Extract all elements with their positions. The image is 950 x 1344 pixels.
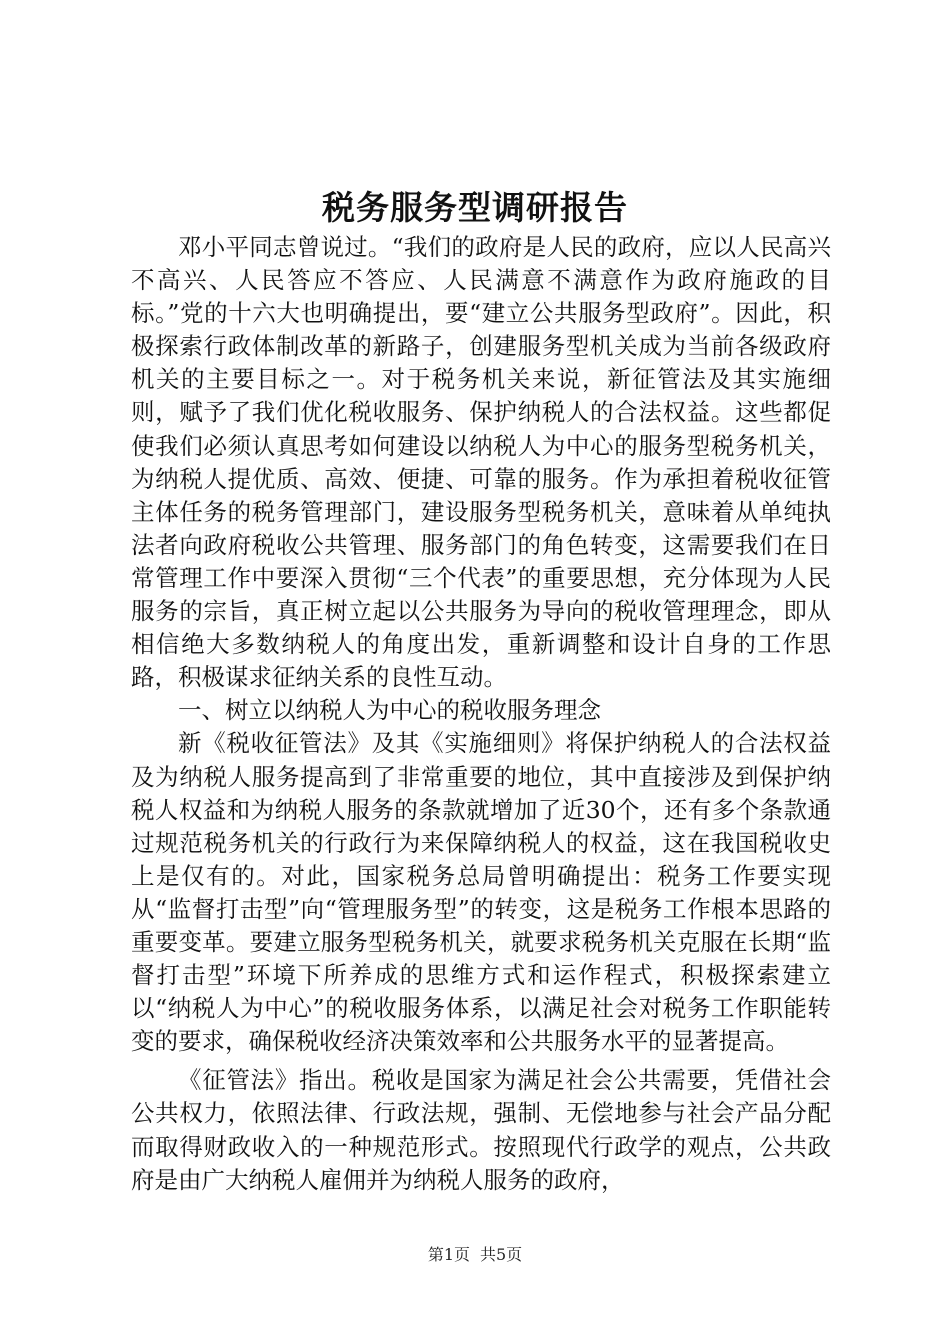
page-footer: [0, 1244, 950, 1266]
paragraph-tax-definition: 《征管法》指出。税收是国家为满足社会公共需要，凭借社会公共权力，依照法律、行政法规，强制、无偿地参与社会产品分配而取得财政收入的一种规范形式。按照现代行政学的观点，公共政府是由广大纳税人雇佣并为纳税人服务的政府，: [131, 1066, 831, 1194]
paragraph-intro: 邓小平同志曾说过。“我们的政府是人民的政府，应以人民高兴不高兴、人民答应不答应、人民满意不满意作为政府施政的目标。”党的十六大也明确提出，要“建立公共服务型政府”。因此，积极探索行政体制改革的新路子，创建服务型机关成为当前各级政府机关的主要目标之一。对于税务机关来说，新征管法及其实施细则，赋予了我们优化税收服务、保护纳税人的合法权益。这些都促使我们必须认真思考如何建设以纳税人为中心的服务型税务机关，为纳税人提优质、高效、便捷、可靠的服务。作为承担着税收征管主体任务的税务管理部门，建设服务型税务机关，意味着从单纯执法者向政府税收公共管理、服务部门的角色转变，这需要我们在日常管理工作中要深入贯彻“三个代表”的重要思想，充分体现为人民服务的宗旨，真正树立起以公共服务为导向的税收管理理念，即从相信绝大多数纳税人的角度出发，重新调整和设计自身的工作思路，积极谋求征纳关系的良性互动。: [131, 233, 831, 692]
page-number: 第1页: [427, 1245, 470, 1264]
section-heading: 一、树立以纳税人为中心的税收服务理念: [178, 696, 601, 725]
page-total: 共5页: [480, 1245, 523, 1264]
document-body: [131, 231, 831, 1197]
paragraph-law: 新《税收征管法》及其《实施细则》将保护纳税人的合法权益及为纳税人服务提高到了非常重要的地位，其中直接涉及到保护纳税人权益和为纳税人服务的条款就增加了近30个，还有多个条款通过规范税务机关的行政行为来保障纳税人的权益，这在我国税收史上是仅有的。对此，国家税务总局曾明确提出：税务工作要实现从“监督打击型”向“管理服务型”的转变，这是税务工作根本思路的重要变革。要建立服务型税务机关，就要求税务机关克服在长期“监督打击型”环境下所养成的思维方式和运作程式，积极探索建立以“纳税人为中心”的税收服务体系，以满足社会对税务工作职能转变的要求，确保税收经济决策效率和公共服务水平的显著提高。: [131, 729, 831, 1056]
document-title: 税务服务型调研报告: [322, 188, 628, 227]
